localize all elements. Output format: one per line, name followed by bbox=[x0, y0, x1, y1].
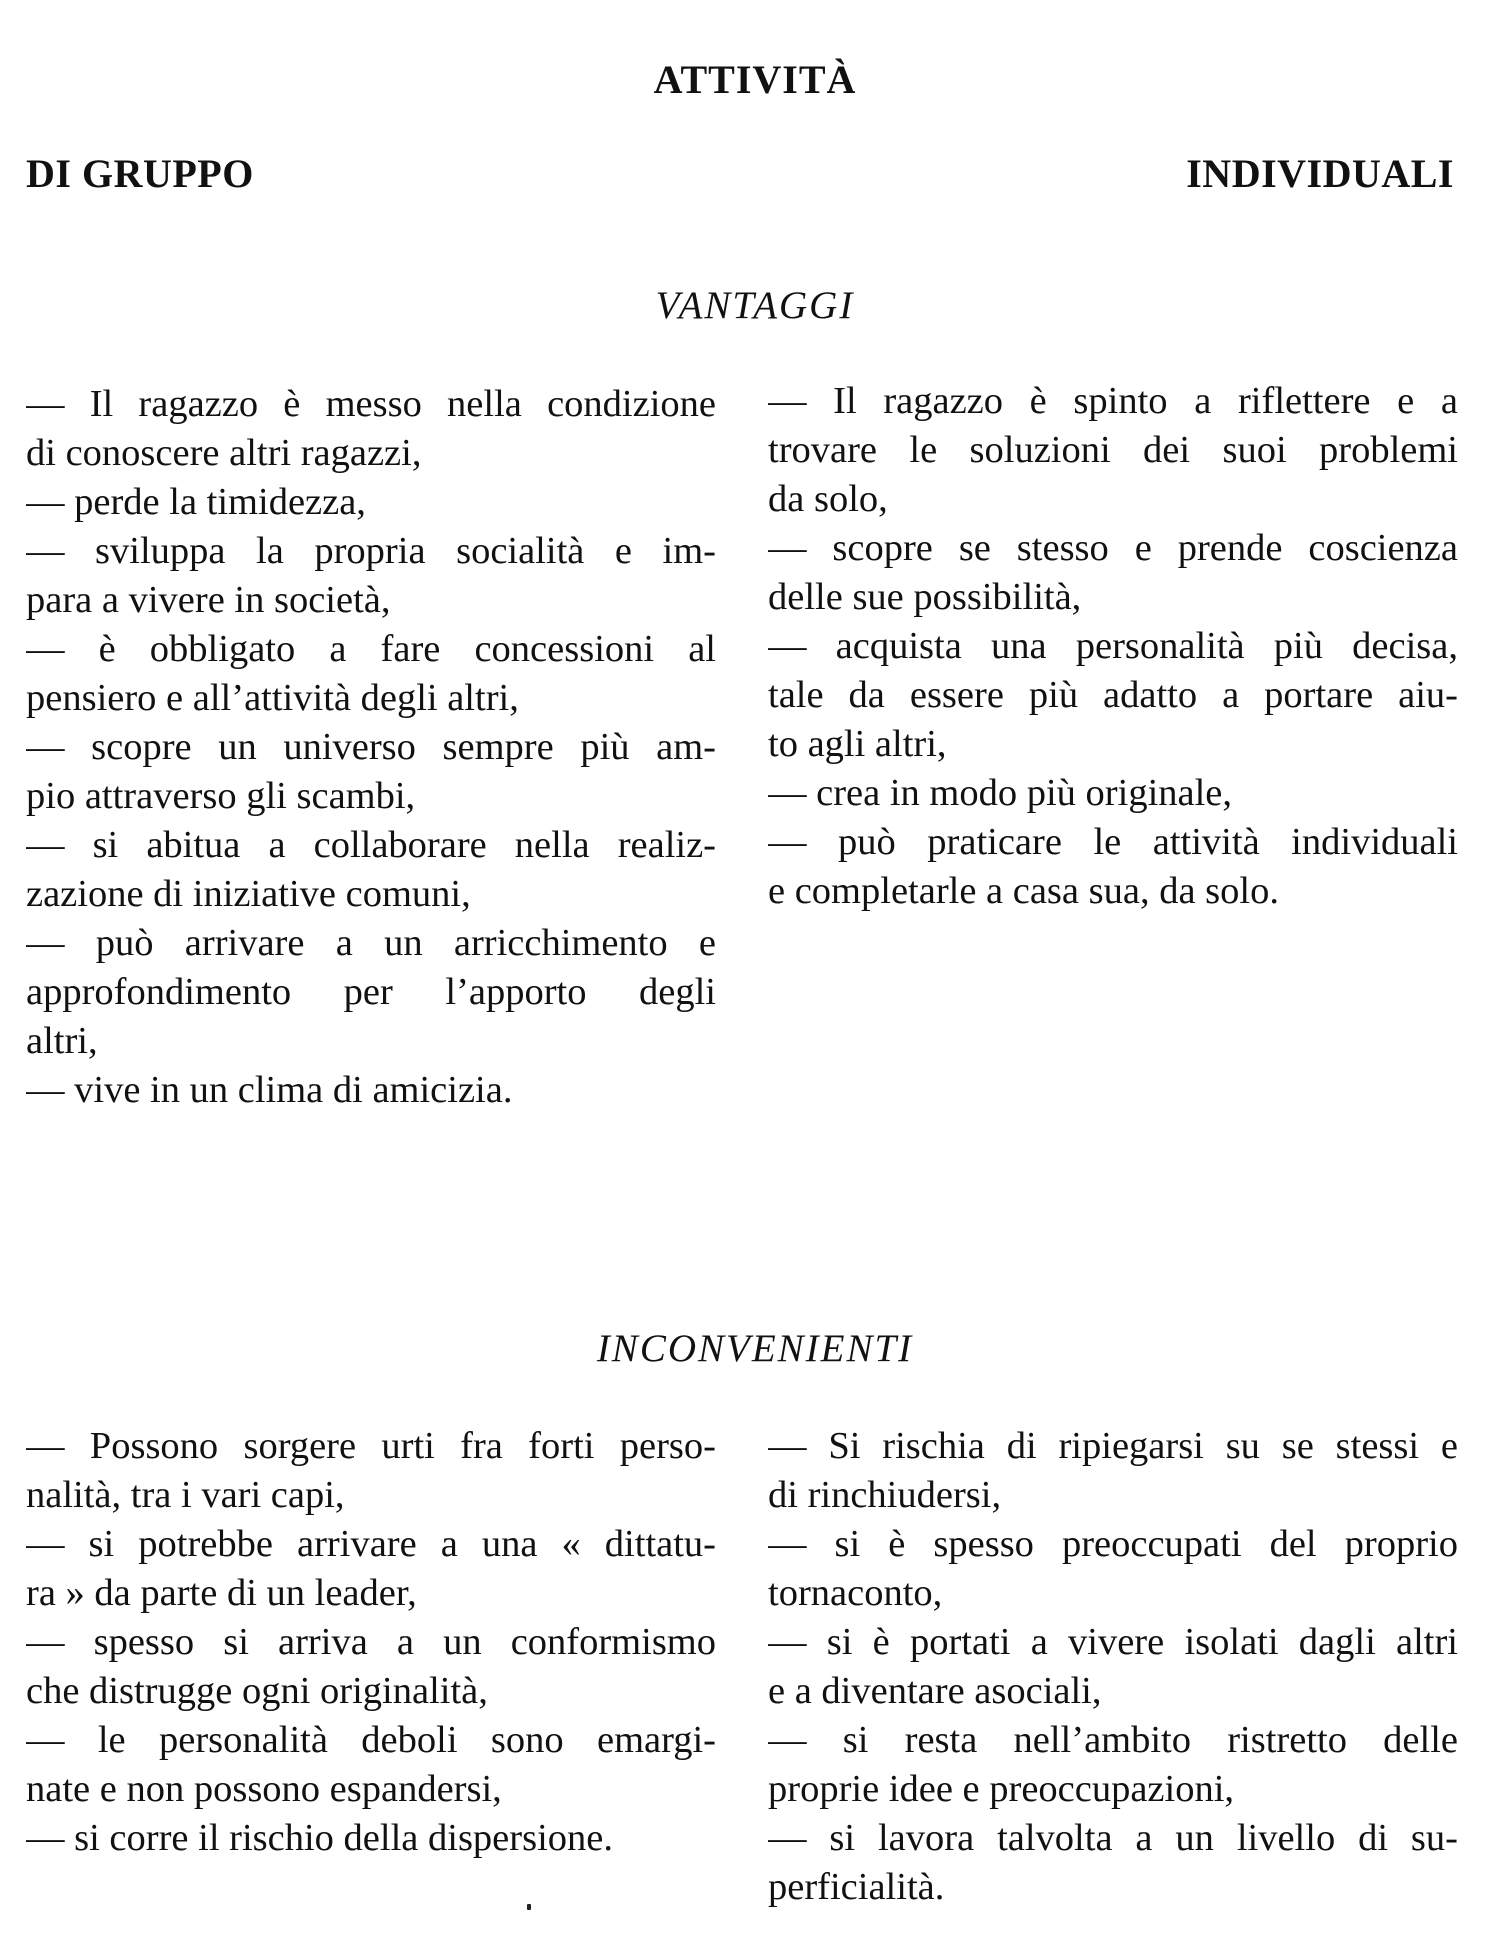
vantaggi-individual-column bbox=[768, 377, 1458, 916]
text-line: — perde la timidezza, bbox=[26, 481, 366, 523]
text-line: — scopre se stesso e prende coscienza bbox=[768, 527, 1458, 569]
text-line: proprie idee e preoccupazioni, bbox=[768, 1768, 1235, 1810]
page-title: ATTIVITÀ bbox=[653, 57, 857, 102]
print-speck bbox=[527, 1904, 531, 1910]
text-line: nate e non possono espandersi, bbox=[26, 1768, 502, 1810]
text-line: — può arrivare a un arricchimento e bbox=[26, 922, 716, 964]
text-line: che distrugge ogni originalità, bbox=[26, 1670, 488, 1712]
column-header-individual: INDIVIDUALI bbox=[1186, 151, 1454, 196]
text-line: e completarle a casa sua, da solo. bbox=[768, 870, 1279, 912]
text-line: e a diventare asociali, bbox=[768, 1670, 1102, 1712]
text-line: para a vivere in società, bbox=[26, 579, 391, 621]
text-line: di rinchiudersi, bbox=[768, 1474, 1002, 1516]
text-line: — si potrebbe arrivare a una « dittatu- bbox=[26, 1523, 716, 1565]
inconvenienti-individual-column bbox=[768, 1422, 1458, 1912]
text-line: — può praticare le attività individuali bbox=[768, 821, 1458, 863]
text-line: di conoscere altri ragazzi, bbox=[26, 432, 422, 474]
text-line: — vive in un clima di amicizia. bbox=[26, 1069, 513, 1111]
text-line: delle sue possibilità, bbox=[768, 576, 1082, 618]
text-line: — acquista una personalità più decisa, bbox=[768, 625, 1458, 667]
section-title-inconvenienti: INCONVENIENTI bbox=[596, 1327, 914, 1370]
text-line: — Il ragazzo è spinto a riflettere e a bbox=[768, 380, 1458, 422]
text-line: — spesso si arriva a un conformismo bbox=[26, 1621, 716, 1663]
text-line: — si è portati a vivere isolati dagli altri bbox=[768, 1621, 1458, 1663]
text-line: to agli altri, bbox=[768, 723, 947, 765]
text-line: — si è spesso preoccupati del proprio bbox=[768, 1523, 1458, 1565]
text-line: pio attraverso gli scambi, bbox=[26, 775, 416, 817]
text-line: — Si rischia di ripiegarsi su se stessi e bbox=[768, 1425, 1458, 1467]
text-line: — è obbligato a fare concessioni al bbox=[26, 628, 716, 670]
section-title-vantaggi: VANTAGGI bbox=[655, 284, 855, 327]
vantaggi-group-column bbox=[26, 380, 716, 1115]
text-line: ra » da parte di un leader, bbox=[26, 1572, 417, 1614]
text-line: — si lavora talvolta a un livello di su- bbox=[768, 1817, 1458, 1859]
text-line: — Possono sorgere urti fra forti perso- bbox=[26, 1425, 716, 1467]
text-line: nalità, tra i vari capi, bbox=[26, 1474, 345, 1516]
text-line: — si resta nell’ambito ristretto delle bbox=[768, 1719, 1458, 1761]
text-line: — crea in modo più originale, bbox=[768, 772, 1233, 814]
text-line: pensiero e all’attività degli altri, bbox=[26, 677, 519, 719]
text-line: — si abitua a collaborare nella realiz- bbox=[26, 824, 716, 866]
text-line: — si corre il rischio della dispersione. bbox=[26, 1817, 613, 1859]
text-line: perficialità. bbox=[768, 1866, 945, 1908]
text-line: da solo, bbox=[768, 478, 888, 520]
text-line: zazione di iniziative comuni, bbox=[26, 873, 471, 915]
text-line: trovare le soluzioni dei suoi problemi bbox=[768, 429, 1458, 471]
text-line: — Il ragazzo è messo nella condizione bbox=[26, 383, 716, 425]
inconvenienti-group-column bbox=[26, 1422, 716, 1863]
text-line: approfondimento per l’apporto degli bbox=[26, 971, 716, 1013]
text-line: — scopre un universo sempre più am- bbox=[26, 726, 716, 768]
text-line: — le personalità deboli sono emargi- bbox=[26, 1719, 716, 1761]
text-line: tornaconto, bbox=[768, 1572, 943, 1614]
column-header-group: DI GRUPPO bbox=[26, 151, 254, 196]
text-line: tale da essere più adatto a portare aiu- bbox=[768, 674, 1458, 716]
text-line: — sviluppa la propria socialità e im- bbox=[26, 530, 716, 572]
text-line: altri, bbox=[26, 1020, 98, 1062]
